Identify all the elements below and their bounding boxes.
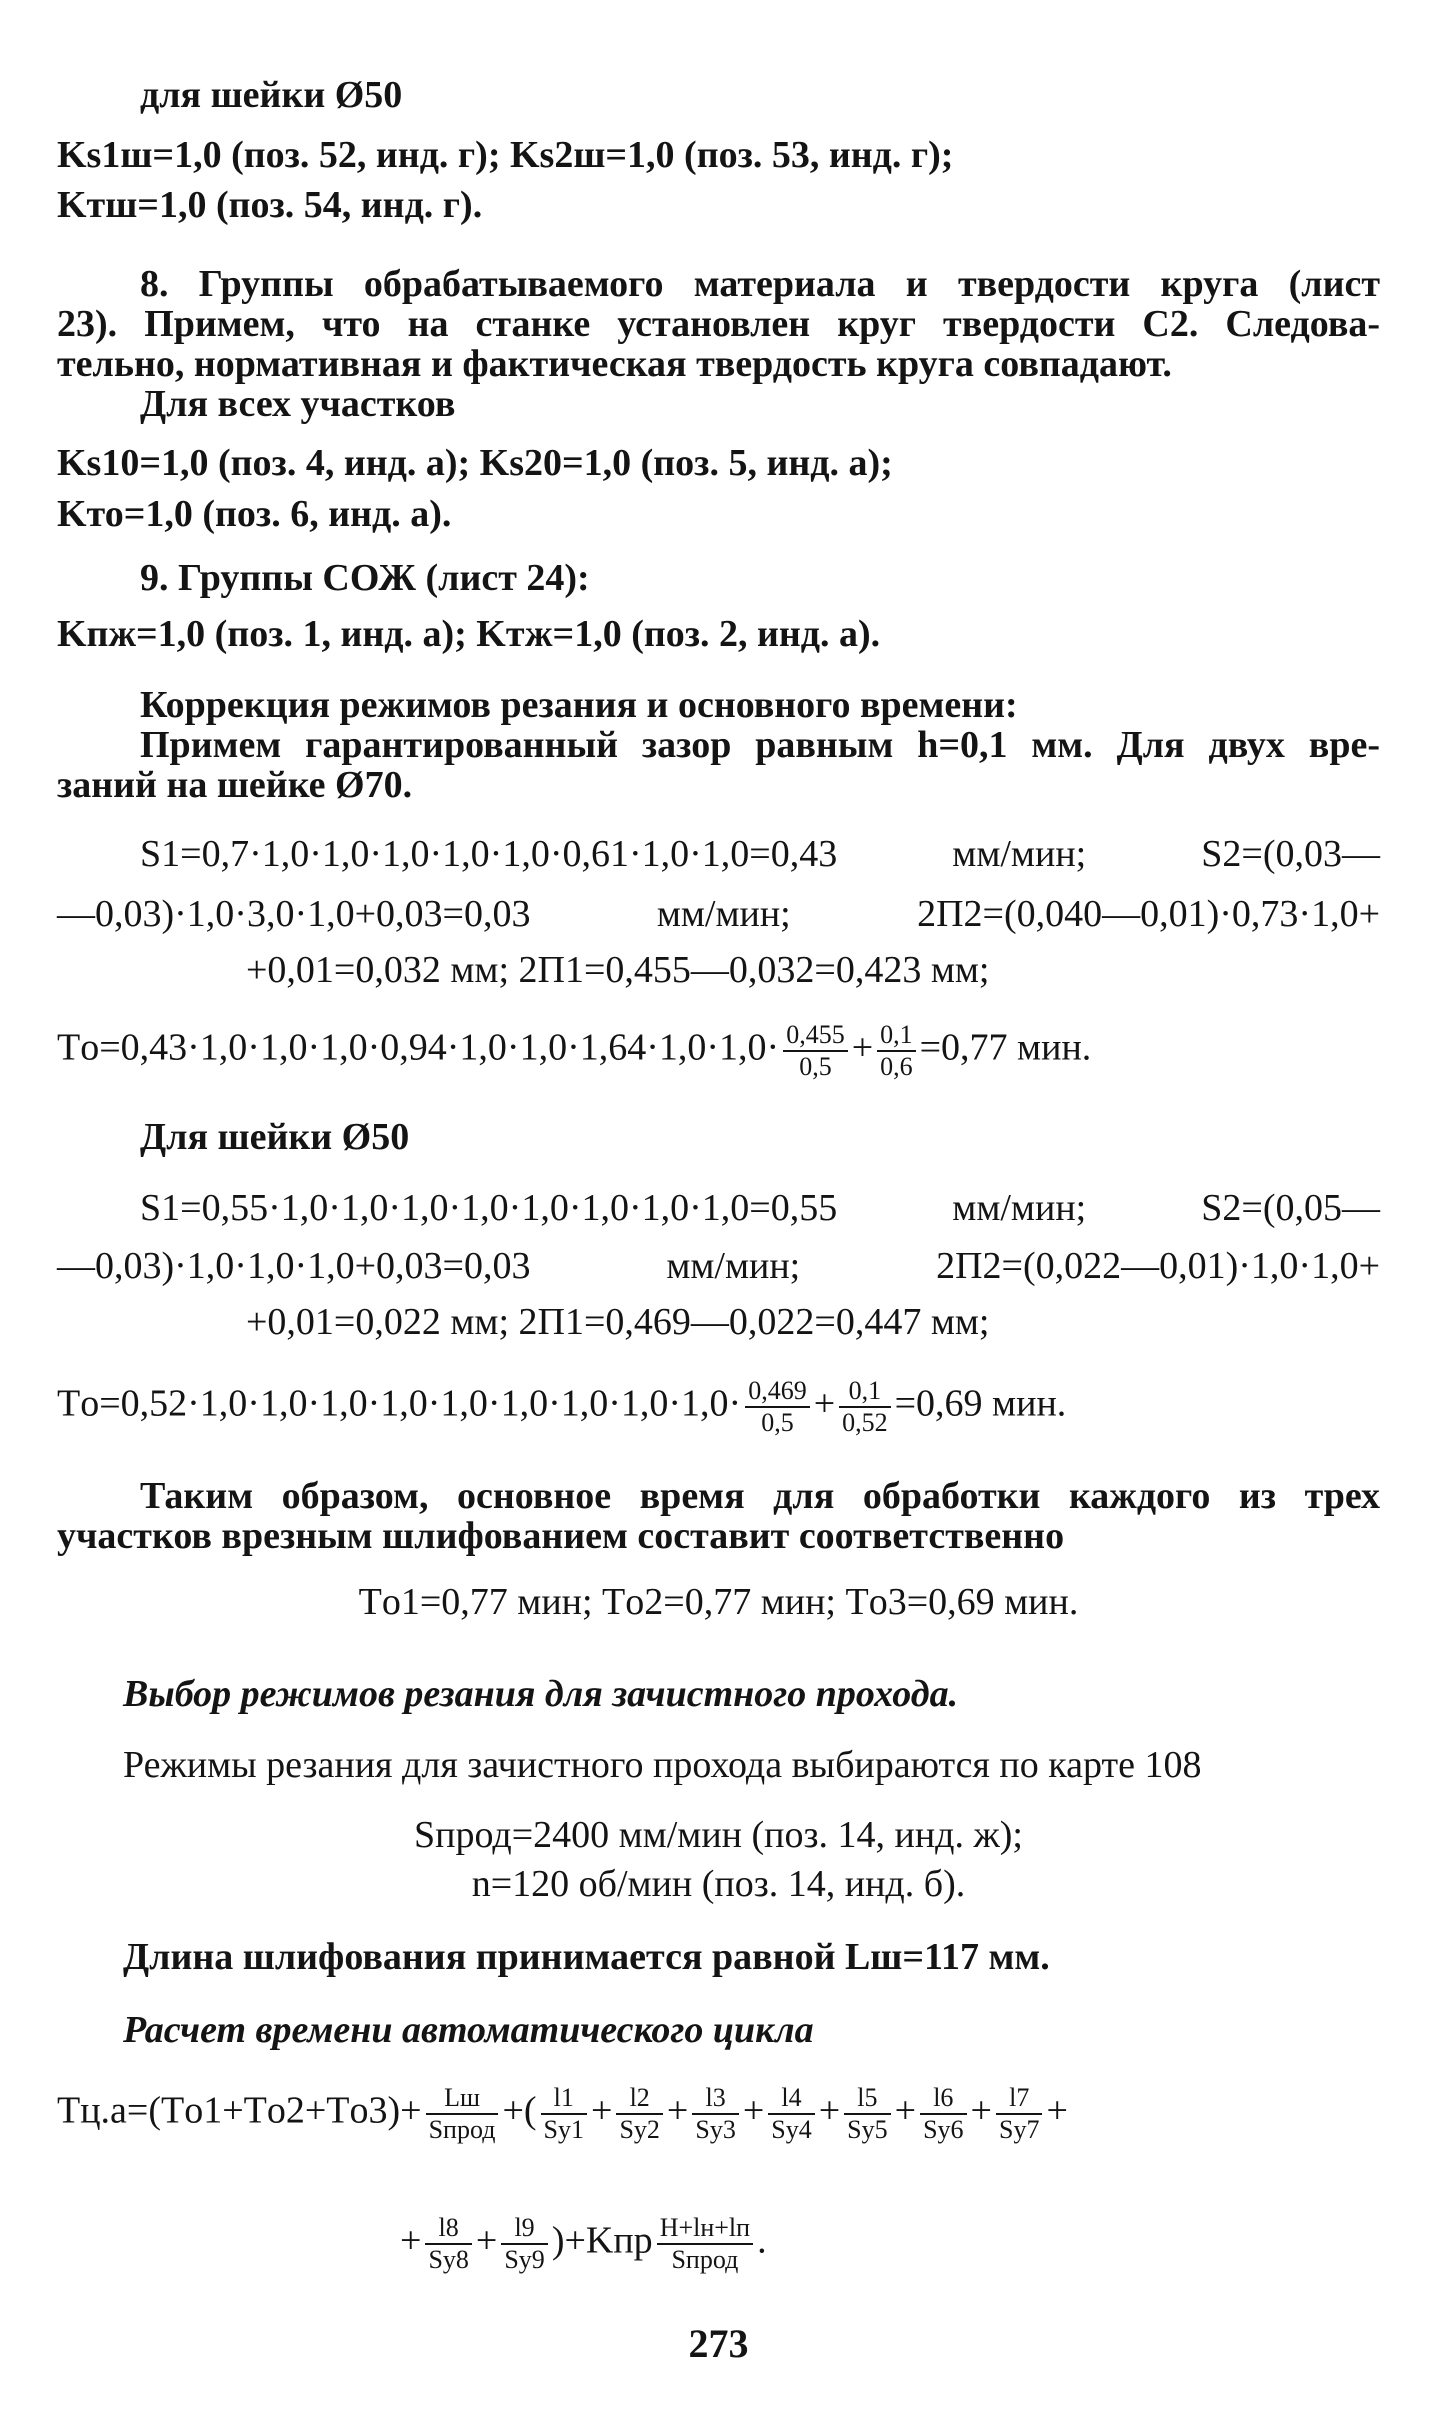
plus-sign: + [666, 2089, 689, 2132]
fraction [844, 2085, 890, 2143]
fraction-denominator: Sy3 [695, 2115, 736, 2144]
formula-row [57, 1378, 1066, 1436]
formula-line: Sпрод=2400 мм/мин (поз. 14, инд. ж); [414, 1814, 1023, 1856]
formula-line: S1=0,7·1,0·1,0·1,0·1,0·1,0·0,61·1,0·1,0=0,43 мм/мин; S2=(0,03— [140, 833, 1380, 875]
fraction [657, 2215, 753, 2273]
fraction-numerator: l4 [768, 2085, 814, 2115]
section-heading: Расчет времени автоматического цикла [123, 2009, 814, 2051]
plus-sign: + [742, 2089, 765, 2132]
fraction-denominator: Sy8 [428, 2245, 469, 2274]
formula-part: Tц.а=(Tо1+Tо2+Tо3)+ [57, 2089, 422, 2132]
formula-line: —0,03)·1,0·1,0·1,0+0,03=0,03 мм/мин; 2П2=(0,022—0,01)·1,0·1,0+ [57, 1245, 1380, 1287]
fraction [768, 2085, 814, 2143]
fraction [425, 2215, 471, 2273]
formula-line: +0,01=0,032 мм; 2П1=0,455—0,032=0,423 мм; [246, 949, 990, 991]
fraction-numerator: 0,1 [839, 1378, 891, 1408]
formula-row [57, 2085, 1068, 2143]
page-number: 273 [688, 2321, 749, 2366]
text-line: Режимы резания для зачистного прохода выбираются по карте 108 [123, 1744, 1202, 1786]
fraction-numerator: 0,455 [783, 1022, 848, 1052]
fraction-denominator: Sy1 [543, 2115, 585, 2144]
text-line: Длина шлифования принимается равной Lш=117 мм. [123, 1936, 1050, 1978]
fraction-denominator: 0,6 [880, 1052, 913, 1081]
fraction [839, 1378, 891, 1436]
formula-part: +( [502, 2089, 537, 2132]
plus-sign: + [475, 2219, 498, 2262]
formula-row [57, 1022, 1091, 1080]
formula-row [400, 2215, 767, 2273]
fraction-denominator: Sy2 [619, 2115, 660, 2144]
formula-line: Kто=1,0 (поз. 6, инд. а). [57, 493, 452, 535]
fraction [692, 2085, 738, 2143]
fraction-denominator: Sy4 [771, 2115, 812, 2144]
fraction-denominator: Sпрод [671, 2245, 739, 2274]
plus-sign: + [894, 2089, 917, 2132]
fraction-numerator: l1 [541, 2085, 587, 2115]
fraction [877, 1022, 916, 1080]
fraction-denominator: Sy9 [504, 2245, 545, 2274]
formula-line: —0,03)·1,0·3,0·1,0+0,03=0,03 мм/мин; 2П2=(0,040—0,01)·0,73·1,0+ [57, 893, 1380, 935]
formula-part: =0,77 мин. [919, 1026, 1092, 1069]
fraction [783, 1022, 848, 1080]
fraction-denominator: Sy7 [998, 2115, 1040, 2144]
text-line: Коррекция режимов резания и основного времени: [140, 684, 1018, 726]
fraction-denominator: Sпрод [428, 2115, 496, 2144]
fraction [996, 2085, 1042, 2143]
fraction-numerator: 0,1 [877, 1022, 916, 1052]
fraction [501, 2215, 547, 2273]
formula-line: +0,01=0,022 мм; 2П1=0,469—0,022=0,447 мм; [246, 1301, 990, 1343]
fraction [920, 2085, 966, 2143]
fraction-denominator: Sy5 [847, 2115, 888, 2144]
formula-line: Ks10=1,0 (поз. 4, инд. а); Ks20=1,0 (поз. 5, инд. а); [57, 442, 893, 484]
formula-line: n=120 об/мин (поз. 14, инд. б). [471, 1863, 966, 1905]
formula-part: . [757, 2219, 767, 2262]
fraction-numerator: l6 [920, 2085, 966, 2115]
fraction [616, 2085, 662, 2143]
heading-line: 9. Группы СОЖ (лист 24): [140, 557, 590, 599]
formula-line: S1=0,55·1,0·1,0·1,0·1,0·1,0·1,0·1,0·1,0=0,55 мм/мин; S2=(0,05— [140, 1187, 1380, 1229]
fraction-numerator: l9 [501, 2215, 547, 2245]
fraction-denominator: 0,5 [761, 1408, 794, 1437]
plus-sign: + [813, 1382, 836, 1425]
fraction [745, 1378, 810, 1436]
paragraph-line: Примем гарантированный зазор равным h=0,1 мм. Для двух вре- [140, 724, 1380, 766]
formula-part: + [400, 2219, 422, 2262]
paragraph-line: 8. Группы обрабатываемого материала и твердости круга (лист [140, 263, 1380, 305]
fraction-numerator: l7 [996, 2085, 1042, 2115]
fraction-numerator: Lш [426, 2085, 499, 2115]
paragraph-line: участков врезным шлифованием составит соответственно [57, 1515, 1065, 1557]
plus-sign: + [1046, 2089, 1068, 2132]
fraction-numerator: l8 [425, 2215, 471, 2245]
formula-line: Ks1ш=1,0 (поз. 52, инд. г); Ks2ш=1,0 (поз. 53, инд. г); [57, 134, 954, 176]
fraction-numerator: l5 [844, 2085, 890, 2115]
formula-part: )+Kпр [551, 2219, 653, 2262]
paragraph-line: тельно, нормативная и фактическая твердость круга совпадают. [57, 343, 1172, 385]
plus-sign: + [851, 1026, 874, 1069]
plus-sign: + [970, 2089, 992, 2132]
fraction-numerator: H+lн+lп [657, 2215, 753, 2245]
paragraph-line: заний на шейке Ø70. [57, 764, 413, 806]
fraction-numerator: l2 [616, 2085, 662, 2115]
formula-part: Tо=0,43·1,0·1,0·1,0·0,94·1,0·1,0·1,64·1,0·1,0· [57, 1026, 780, 1069]
paragraph-line: Таким образом, основное время для обработки каждого из трех [140, 1475, 1380, 1517]
formula-line: Kтш=1,0 (поз. 54, инд. г). [57, 184, 483, 226]
formula-line: Kпж=1,0 (поз. 1, инд. а); Kтж=1,0 (поз. 2, инд. а). [57, 613, 881, 655]
fraction-numerator: 0,469 [745, 1378, 810, 1408]
text-line: для шейки Ø50 [140, 74, 403, 116]
formula-part: =0,69 мин. [894, 1382, 1067, 1425]
fraction-denominator: 0,52 [842, 1408, 888, 1437]
paragraph-line: 23). Примем, что на станке установлен круг твердости С2. Следова- [57, 303, 1380, 345]
text-line: Для шейки Ø50 [140, 1116, 410, 1158]
fraction-numerator: l3 [692, 2085, 738, 2115]
formula-line: Tо1=0,77 мин; Tо2=0,77 мин; Tо3=0,69 мин. [358, 1581, 1079, 1623]
formula-part: Tо=0,52·1,0·1,0·1,0·1,0·1,0·1,0·1,0·1,0·1,0· [57, 1382, 742, 1425]
fraction [541, 2085, 587, 2143]
fraction-denominator: 0,5 [799, 1052, 832, 1081]
fraction-denominator: Sy6 [923, 2115, 964, 2144]
text-line: Для всех участков [140, 383, 456, 425]
plus-sign: + [591, 2089, 613, 2132]
plus-sign: + [818, 2089, 841, 2132]
section-heading: Выбор режимов резания для зачистного прохода. [123, 1673, 959, 1715]
fraction [426, 2085, 499, 2143]
